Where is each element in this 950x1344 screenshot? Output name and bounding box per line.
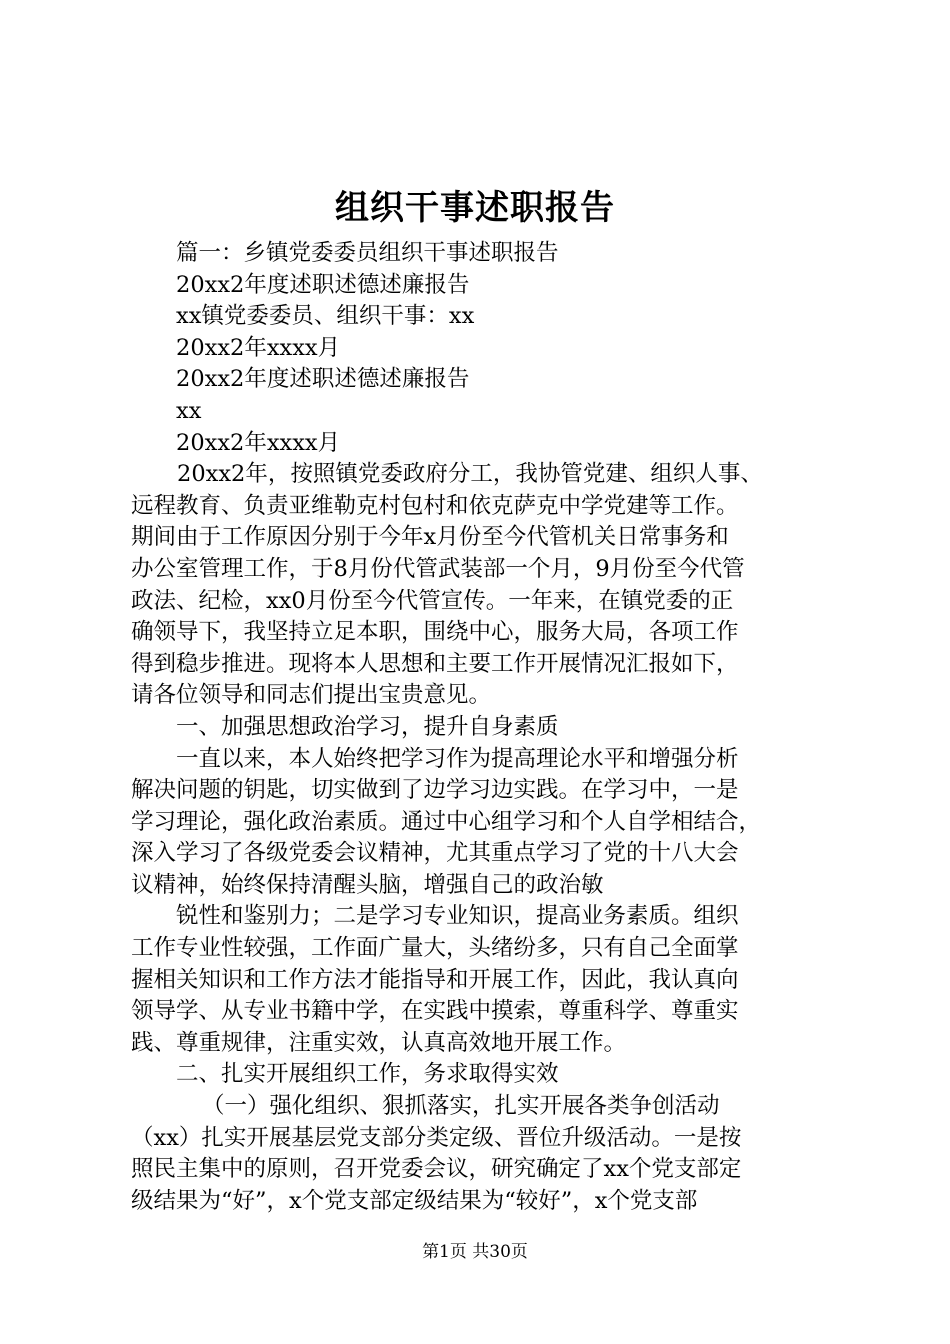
text-line: 20xx2年度述职述德述廉报告	[176, 366, 470, 393]
paragraph-line: 学习理论，强化政治素质。通过中心组学习和个人自学相结合，	[131, 808, 762, 835]
text-line: 20xx2年xxxx月	[176, 429, 341, 456]
paragraph-line: 得到稳步推进。现将本人思想和主要工作开展情况汇报如下，	[131, 650, 739, 677]
text-line: 20xx2年xxxx月	[176, 334, 341, 361]
document-title: 组织干事述职报告	[335, 188, 615, 228]
text-line: xx	[176, 397, 202, 424]
paragraph-line: 20xx2年，按照镇党委政府分工，我协管党建、组织人事、	[177, 461, 763, 488]
paragraph-line: 级结果为“好”，x个党支部定级结果为“较好”，x个党支部	[131, 1187, 698, 1214]
paragraph-line: 政法、纪检，xx0月份至今代管宣传。一年来，在镇党委的正	[131, 587, 734, 614]
section-heading: 二、扎实开展组织工作，务求取得实效	[176, 1061, 559, 1088]
paragraph-line: 一直以来，本人始终把学习作为提高理论水平和增强分析	[176, 745, 739, 772]
paragraph-line: 解决问题的钥匙，切实做到了边学习边实践。在学习中，一是	[131, 777, 739, 804]
paragraph-line: 请各位领导和同志们提出宝贵意见。	[131, 682, 492, 709]
text-line: xx镇党委委员、组织干事：xx	[176, 303, 475, 330]
document-body	[131, 238, 831, 1217]
paragraph-line: 工作专业性较强，工作面广量大，头绪纷多，只有自己全面掌	[131, 935, 739, 962]
paragraph-line: 议精神，始终保持清醒头脑，增强自己的政治敏	[131, 871, 604, 898]
paragraph-line: 远程教育、负责亚维勒克村包村和依克萨克中学党建等工作。	[131, 492, 739, 519]
paragraph-line: （xx）扎实开展基层党支部分类定级、晋位升级活动。一是按	[131, 1124, 742, 1151]
paragraph-line: 期间由于工作原因分别于今年x月份至今代管机关日常事务和	[131, 524, 729, 551]
paragraph-line: 深入学习了各级党委会议精神，尤其重点学习了党的十八大会	[131, 840, 739, 867]
paragraph-line: 办公室管理工作，于8月份代管武装部一个月，9月份至今代管	[131, 555, 745, 582]
subsection-heading: （一）强化组织、狠抓落实，扎实开展各类争创活动	[202, 1093, 720, 1120]
page-number-footer: 第1页 共30页	[422, 1242, 528, 1262]
section-heading: 篇一：乡镇党委委员组织干事述职报告	[176, 240, 559, 266]
paragraph-line: 践、尊重规律，注重实效，认真高效地开展工作。	[131, 1029, 627, 1056]
paragraph-line: 锐性和鉴别力；二是学习专业知识，提高业务素质。组织	[176, 903, 739, 930]
paragraph-line: 领导学、从专业书籍中学，在实践中摸索，尊重科学、尊重实	[131, 998, 739, 1025]
paragraph-line: 照民主集中的原则，召开党委会议，研究确定了xx个党支部定	[131, 1156, 742, 1183]
paragraph-line: 确领导下，我坚持立足本职，围绕中心，服务大局，各项工作	[131, 619, 739, 646]
paragraph-line: 握相关知识和工作方法才能指导和开展工作，因此，我认真向	[131, 966, 739, 993]
section-heading: 一、加强思想政治学习，提升自身素质	[176, 713, 559, 740]
text-line: 20xx2年度述职述德述廉报告	[176, 271, 470, 298]
